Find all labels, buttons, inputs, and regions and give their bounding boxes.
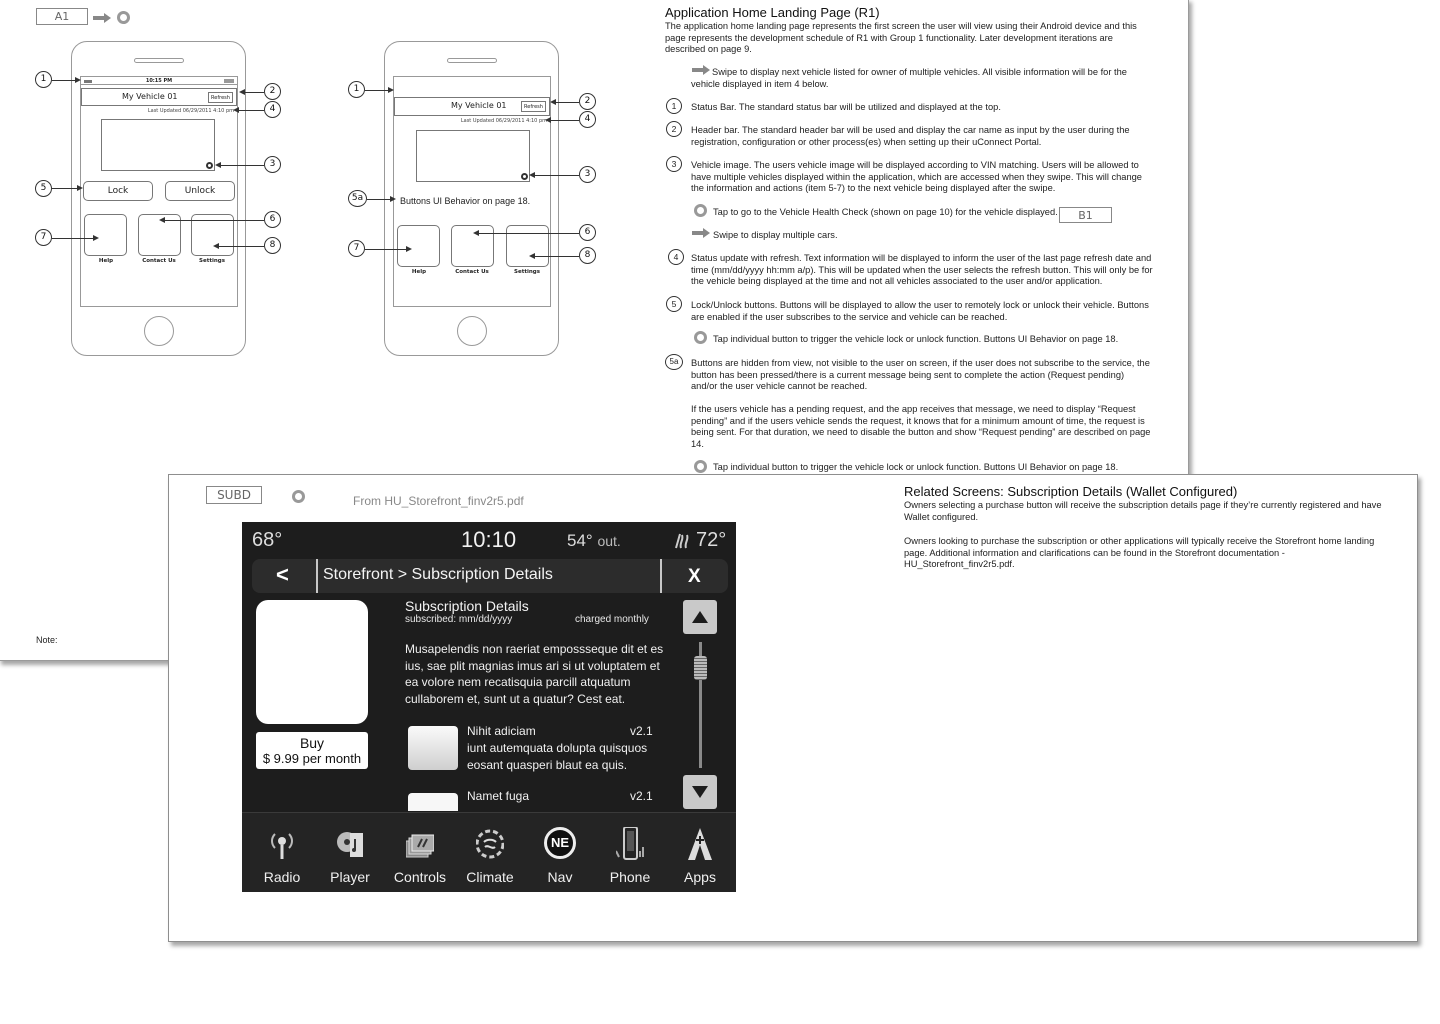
battery-icon	[224, 79, 234, 83]
help-caption: Help	[98, 258, 114, 264]
callout-1: 1	[35, 71, 52, 88]
item-5a-pending-text: If the users vehicle has a pending request, and the app receives that message, we need to display “Request pending” and if the users vehicle sends the request, it knows that for a minimum amount of time, the request is being sent. For that duration, we need to disable the button and show “Request pending” are described on page 14.	[691, 404, 1151, 449]
arrow-up-icon	[683, 600, 717, 634]
tap-circle-icon	[117, 11, 130, 24]
item-3-tap-text: Tap to go to the Vehicle Health Check (shown on page 10) for the vehicle displayed.	[713, 207, 1058, 217]
nav-player-label: Player	[330, 869, 370, 885]
callout-6: 6	[264, 211, 281, 228]
item-number-5: 5	[666, 296, 682, 312]
related-app-description: iunt autemquata dolupta quisquos eosant quasperi blaut ea quis.	[467, 741, 648, 772]
callout-5a: 5a	[348, 190, 367, 207]
related-app-version: v2.1	[630, 789, 653, 803]
nav-apps-label: Apps	[684, 869, 716, 885]
settings-tile[interactable]	[506, 225, 549, 267]
related-app-name[interactable]: Namet fuga	[467, 789, 530, 803]
cabin-temp-right: 72°	[696, 529, 727, 551]
player-icon	[336, 827, 364, 861]
callout-6: 6	[579, 224, 596, 241]
phone-speaker	[134, 58, 184, 63]
bottom-nav-bar	[242, 812, 736, 892]
contact-caption: Contact Us	[455, 269, 489, 275]
item-5a-tap-text: Tap individual button to trigger the vehicle lock or unlock function. Buttons UI Behavior on page 18.	[713, 462, 1119, 472]
swipe-arrow-icon	[692, 229, 710, 237]
phone-wireframe-2	[384, 41, 559, 356]
item-4-text: Status update with refresh. Text information will be displayed to inform the user of the last page refresh date and time (mm/dd/yyyy hh:mm a/p). This will be updated when the user selects the refresh button. This will only be for the vehicle being displayed at the time and not all vehicles associated to the user and/or application.	[691, 253, 1153, 286]
charge-frequency: charged monthly	[575, 614, 649, 625]
refresh-button[interactable]: Refresh	[521, 101, 546, 112]
compass-icon: NE	[544, 827, 576, 859]
help-caption: Help	[411, 269, 427, 275]
item-5a-text: Buttons are hidden from view, not visible to the user on screen, if the user does not subscribe to the service, the button has been pressed/there is a current message being sent to complete the action (Request pending) and/or the user vehicle cannot be reached.	[691, 358, 1150, 391]
source-file-label: From HU_Storefront_finv2r5.pdf	[353, 494, 524, 508]
nav-phone-label: Phone	[609, 869, 651, 885]
page-tag-b1: B1	[1059, 207, 1112, 223]
related-app-version: v2.1	[630, 724, 653, 738]
buy-button[interactable]	[256, 732, 368, 769]
phone-screen	[393, 76, 551, 307]
swipe-intro-text: Swipe to display next vehicle listed for owner of multiple vehicles. All visible information will be for the vehicle displayed in item 4 below.	[691, 67, 1127, 89]
item-1-text: Status Bar. The standard status bar will be utilized and displayed at the top.	[691, 102, 1001, 112]
item-5-text: Lock/Unlock buttons. Buttons will be displayed to allow the user to remotely lock or unlock their vehicle. Buttons are enabled if the user subscribes to the service and vehicle can be reached.	[691, 300, 1149, 322]
status-bar	[81, 77, 237, 85]
buttons-behavior-note: Buttons UI Behavior on page 18.	[400, 196, 531, 206]
status-time: 10:15 PM	[145, 78, 173, 84]
signal-icon	[84, 79, 92, 83]
phone-home-button	[457, 316, 487, 346]
app-image	[256, 600, 368, 724]
item-3-swipe-text: Swipe to display multiple cars.	[713, 230, 838, 240]
head-unit-screen	[242, 522, 736, 892]
buy-price: $ 9.99 per month	[262, 751, 362, 766]
vehicle-image[interactable]	[101, 119, 215, 171]
callout-7: 7	[35, 229, 52, 246]
seat-heat-icon	[672, 530, 692, 550]
item-number-4: 4	[668, 249, 684, 265]
tap-circle-icon	[292, 490, 305, 503]
callout-2: 2	[579, 93, 596, 110]
item-number-5a: 5a	[665, 354, 683, 370]
nav-climate-label: Climate	[466, 869, 514, 885]
phone-screen	[80, 76, 238, 307]
item-number-1: 1	[666, 98, 682, 114]
clock: 10:10	[461, 527, 517, 552]
phone-wireframe-1	[71, 41, 246, 356]
scroll-down-button[interactable]	[683, 775, 717, 809]
back-button[interactable]: <	[276, 562, 289, 587]
last-updated-text: Last Updated 06/29/2011 4:10 pm	[147, 108, 234, 114]
outside-temp	[567, 531, 621, 551]
phone-speaker	[447, 58, 497, 63]
outside-temp-value: 54°	[567, 531, 593, 550]
callout-4: 4	[264, 101, 281, 118]
subscription-description: Musapelendis non raeriat empossseque dit et es ius, sae plit magnias imus ari si ut voluptatem et ea volore nem recatisquia parcill atquatum cullaborem et, sunt ut a quatur? Cest eat.	[405, 642, 664, 706]
note-label: Note:	[36, 635, 58, 645]
related-app-name[interactable]: Nihit adiciam	[467, 724, 536, 738]
controls-icon	[406, 827, 434, 861]
intro-paragraph: The application home landing page represents the first screen the user will view using their Android device and this page represents the development schedule of R1 with Group 1 functionality. Later development iterations are described on page 9.	[665, 21, 1137, 54]
phone-home-button	[144, 316, 174, 346]
callout-8: 8	[579, 247, 596, 264]
callout-3: 3	[264, 156, 281, 173]
callout-8: 8	[264, 237, 281, 254]
cabin-temp-left: 68°	[252, 529, 283, 551]
radio-icon	[268, 827, 296, 861]
arrow-down-icon	[683, 775, 717, 809]
title-bar	[252, 559, 728, 593]
unlock-button[interactable]: Unlock	[165, 181, 235, 201]
close-button[interactable]: X	[688, 566, 701, 587]
vehicle-health-icon	[206, 162, 213, 169]
header-bar	[394, 97, 550, 116]
details-title: Subscription Details	[405, 598, 529, 614]
contact-caption: Contact Us	[142, 258, 176, 264]
vehicle-image[interactable]	[416, 130, 530, 182]
buy-label: Buy	[299, 735, 325, 751]
settings-caption: Settings	[199, 258, 225, 264]
item-3-text: Vehicle image. The users vehicle image will be displayed according to VIN matching. Users will be allowed to have multiple vehicles displayed within the application, which are accessed when they swipe. This will change the information and actions (item 5-7) to the next vehicle being displayed after the swipe.	[691, 160, 1142, 193]
callout-3: 3	[579, 166, 596, 183]
related-screens-title: Related Screens: Subscription Details (Wallet Configured)	[904, 484, 1238, 499]
tap-circle-icon	[694, 331, 707, 344]
related-screens-para-2: Owners looking to purchase the subscription or other applications will typically receive the Storefront home landing page. Additional information and clarifications can be found in the Storefront documentation - HU_Storefront_finv2r5.pdf.	[904, 536, 1375, 569]
related-app-thumbnail[interactable]	[408, 793, 458, 811]
related-screens-para-1: Owners selecting a purchase button will receive the subscription details page if they’re currently registered and have Wallet configured.	[904, 500, 1382, 522]
page-title: Application Home Landing Page (R1)	[665, 5, 880, 20]
scroll-up-button[interactable]	[683, 600, 717, 634]
item-number-3: 3	[666, 156, 682, 172]
header-bar	[81, 88, 237, 106]
breadcrumb: Storefront > Subscription Details	[323, 566, 553, 583]
help-tile[interactable]	[397, 225, 440, 267]
item-2-text: Header bar. The standard header bar will be used and display the car name as input by the user during the registration, configuration or other process(es) when setting up their uConnect Portal.	[691, 125, 1130, 147]
scroll-thumb[interactable]	[694, 656, 707, 680]
subscribed-date: subscribed: mm/dd/yyyy	[405, 614, 513, 625]
swipe-arrow-icon	[93, 14, 111, 22]
outside-temp-label: out.	[597, 533, 621, 549]
last-updated-text: Last Updated 06/29/2011 4:10 pm	[460, 118, 547, 124]
phone-icon	[616, 827, 644, 861]
item-number-2: 2	[666, 121, 682, 137]
separator	[316, 559, 318, 593]
callout-1: 1	[348, 81, 365, 98]
callout-4: 4	[579, 111, 596, 128]
apps-icon	[686, 827, 714, 861]
settings-caption: Settings	[514, 269, 540, 275]
vehicle-health-icon	[521, 173, 528, 180]
climate-icon	[476, 827, 504, 861]
related-app-thumbnail[interactable]	[408, 726, 458, 770]
page-tag-subd: SUBD	[206, 486, 262, 504]
nav-controls-label: Controls	[393, 869, 447, 885]
help-tile[interactable]	[84, 214, 127, 256]
tap-circle-icon	[694, 204, 707, 217]
callout-2: 2	[264, 83, 281, 100]
item-5-tap-text: Tap individual button to trigger the vehicle lock or unlock function. Buttons UI Behavior on page 18.	[713, 334, 1119, 344]
page-tag-a1: A1	[36, 8, 88, 25]
tap-circle-icon	[694, 460, 707, 473]
nav-nav-label: Nav	[547, 869, 573, 885]
callout-7: 7	[348, 240, 365, 257]
vehicle-name: My Vehicle 01	[451, 101, 507, 110]
refresh-button[interactable]: Refresh	[208, 92, 233, 103]
separator	[660, 559, 662, 593]
callout-5: 5	[35, 180, 52, 197]
vehicle-name: My Vehicle 01	[122, 92, 178, 101]
nav-radio-label: Radio	[263, 869, 301, 885]
lock-button[interactable]: Lock	[83, 181, 153, 201]
